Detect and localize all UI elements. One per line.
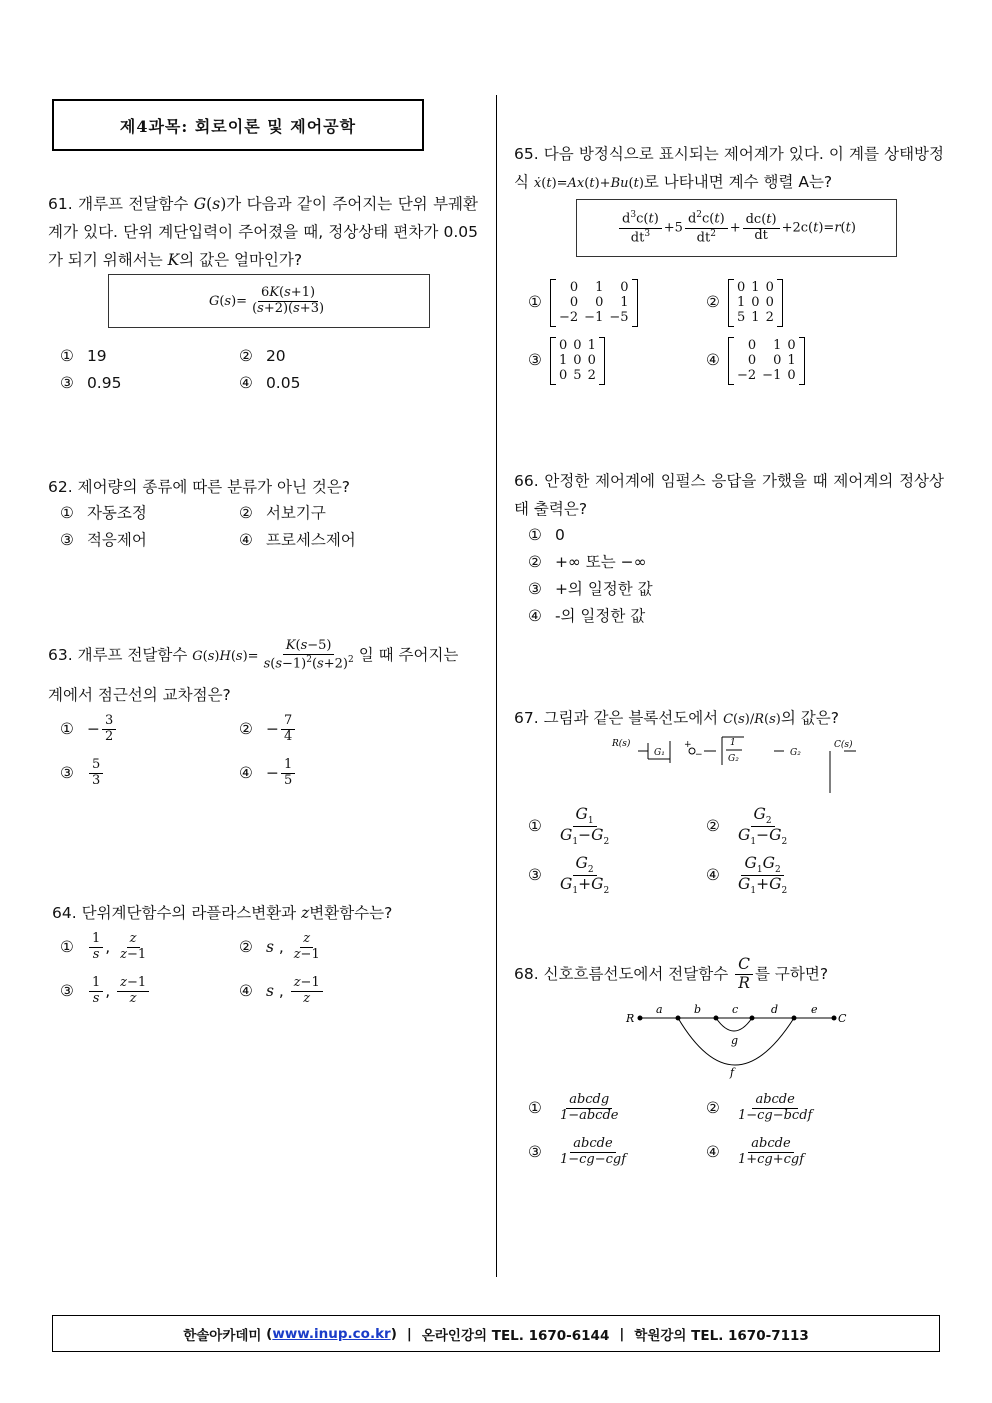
q66-option-4[interactable]: ④ -의 일정한 값 [528, 607, 646, 625]
q61-fraction: $\frac{6K(s+1)}{(s+2)(s+3)}$ [252, 284, 325, 316]
diagram-label-G2-b: G₂ [790, 748, 801, 758]
q64-option-2[interactable]: ② s , $\frac{z}{z-1}$ [239, 931, 320, 962]
question-63: 63. 개루프 전달함수 G(s)H(s)= $\frac{K(s-5)}{s(s-1)^2(s+2)^2}$ 일 때 주어지는 계에서 점근선의 교차점은? [48, 637, 459, 704]
q66-option-2[interactable]: ② +∞ 또는 −∞ [528, 553, 647, 571]
diagram-label-plus: + [684, 740, 692, 750]
question-61-text: 61. 개루프 전달함수 G(s)가 다음과 같이 주어지는 단위 부궤환계가 있다. 단위 계단입력이 주어졌을 때, 정상상태 편차가 0.05가 되기 위해서는 K의 값은 얼마인가? [48, 195, 478, 269]
sfg-label-C: C [838, 1012, 847, 1025]
q65-option-3[interactable]: ③ 0 0 1 1 0 0 0 5 2 [528, 334, 605, 386]
q65-equation-box: $\frac{d^3c(t)}{dt^3}$ +5 $\frac{d^2c(t)}{dt^2}$ + $\frac{dc(t)}{dt}$ +2c(t)=r(t) [576, 199, 897, 257]
diagram-label-G2-a: G₂ [728, 754, 739, 764]
q64-option-3[interactable]: ③ $\frac{1}{s}$ , $\frac{z-1}{z}$ [60, 974, 151, 1008]
question-68: 68. 신호흐름선도에서 전달함수 $\frac{C}{R}$ 를 구하면? [514, 955, 829, 992]
sfg-label-g: g [731, 1034, 739, 1047]
q66-option-3[interactable]: ③ +의 일정한 값 [528, 580, 653, 598]
q68-option-1[interactable]: ① $\frac{\text{abcdg}}{\text{1−abcde}}$ [528, 1092, 619, 1123]
footer: 한솔아카데미 ( www.inup.co.kr ) | 온라인강의 TEL. 1670-6144 | 학원강의 TEL. 1670-7113 [52, 1315, 940, 1352]
q64-option-1[interactable]: ① $\frac{1}{s}$ , $\frac{z}{z-1}$ [60, 931, 147, 962]
q65-option-1[interactable]: ① 0 1 0 0 0 1 −2 −1 −5 [528, 276, 638, 328]
q68-option-4[interactable]: ④ $\frac{\text{abcde}}{\text{1+cg+cgf}}$ [706, 1136, 805, 1167]
q67-option-4[interactable]: ④ $\frac{G_1G_2}{G_1+G_2}$ [706, 853, 788, 897]
diagram-label-R: R(s) [612, 739, 631, 749]
q63-option-3[interactable]: ③ $\frac{5}{3}$ [60, 756, 105, 790]
sfg-label-a: a [656, 1003, 663, 1016]
footer-academy: 한솔아카데미 [183, 1327, 262, 1344]
q63-option-2[interactable]: ② − $\frac{7}{4}$ [239, 712, 297, 746]
q62-option-2[interactable]: ② 서보기구 [239, 504, 326, 522]
diagram-label-one: 1 [730, 738, 736, 748]
sfg-label-R: R [626, 1012, 635, 1025]
sfg-label-e: e [811, 1003, 818, 1016]
sfg-label-b: b [694, 1003, 702, 1016]
q65-option-2[interactable]: ② 0 1 0 1 0 0 5 1 2 [706, 276, 783, 328]
diagram-label-C: C(s) [834, 740, 853, 750]
q65-option-4[interactable]: ④ 0 1 0 0 0 1 −2 −1 0 [706, 334, 805, 386]
footer-online: 온라인강의 TEL. 1670-6144 [421, 1327, 610, 1344]
q62-option-1[interactable]: ① 자동조정 [60, 504, 147, 522]
q67-option-3[interactable]: ③ $\frac{G_2}{G_1+G_2}$ [528, 853, 610, 897]
section-title: 제4과목: 회로이론 및 제어공학 [52, 99, 424, 151]
sfg-label-c: c [732, 1003, 739, 1016]
q66-option-1[interactable]: ① 0 [528, 526, 565, 544]
q67-option-1[interactable]: ① $\frac{G_1}{G_1-G_2}$ [528, 804, 610, 848]
q61-equation-box: G(s)= $\frac{6K(s+1)}{(s+2)(s+3)}$ [108, 274, 430, 328]
matrix-2: 0 1 0 1 0 0 5 1 2 [728, 279, 783, 327]
question-66: 66. 안정한 제어계에 임펄스 응답을 가했을 때 제어계의 정상상태 출력은? [514, 472, 944, 518]
signal-flow-graph [624, 1002, 854, 1082]
q61-option-4[interactable]: ④ 0.05 [239, 374, 301, 392]
q61-option-2[interactable]: ② 20 [239, 347, 286, 365]
column-divider [496, 95, 497, 1277]
sfg-label-d: d [771, 1003, 779, 1016]
math-G-s: G [193, 195, 207, 213]
matrix-1: 0 1 0 0 0 1 −2 −1 −5 [550, 279, 638, 327]
matrix-4: 0 1 0 0 0 1 −2 −1 0 [728, 337, 805, 385]
q62-option-4[interactable]: ④ 프로세스제어 [239, 531, 356, 549]
question-65: 65. 다음 방정식으로 표시되는 제어계가 있다. 이 계를 상태방정식 ẋ(t)=Ax(t)+Bu(t)로 나타내면 계수 행렬 A는? [514, 145, 944, 191]
q64-option-4[interactable]: ④ s , $\frac{z-1}{z}$ [239, 974, 325, 1008]
block-diagram [608, 733, 868, 797]
question-64: 64. 단위계단함수의 라플라스변환과 z변환함수는? [52, 904, 393, 922]
q67-option-2[interactable]: ② $\frac{G_2}{G_1-G_2}$ [706, 804, 788, 848]
q68-option-3[interactable]: ③ $\frac{\text{abcde}}{\text{1−cg−cgf}}$ [528, 1136, 627, 1167]
question-62: 62. 제어량의 종류에 따른 분류가 아닌 것은? [48, 478, 351, 496]
q68-option-2[interactable]: ② $\frac{\text{abcde}}{\text{1−cg−bcdf}}$ [706, 1092, 813, 1123]
question-number: 61. [48, 195, 73, 213]
sfg-label-f: f [730, 1066, 735, 1079]
math-K: K [167, 251, 180, 269]
q63-fraction: $\frac{K(s-5)}{s(s-1)^2(s+2)^2}$ [263, 637, 354, 672]
q62-option-3[interactable]: ③ 적응제어 [60, 531, 147, 549]
question-61 [48, 190, 478, 274]
footer-link[interactable]: www.inup.co.kr [272, 1325, 391, 1342]
q63-option-4[interactable]: ④ − $\frac{1}{5}$ [239, 756, 297, 790]
diagram-label-G1: G₁ [654, 748, 665, 758]
q63-option-1[interactable]: ① − $\frac{3}{2}$ [60, 712, 118, 746]
diagram-label-minus: − [695, 750, 703, 760]
footer-offline: 학원강의 TEL. 1670-7113 [634, 1327, 809, 1344]
q61-option-3[interactable]: ③ 0.95 [60, 374, 122, 392]
question-67: 67. 그림과 같은 블록선도에서 C(s)/R(s)의 값은? [514, 709, 839, 727]
q61-option-1[interactable]: ① 19 [60, 347, 107, 365]
matrix-3: 0 0 1 1 0 0 0 5 2 [550, 337, 605, 385]
